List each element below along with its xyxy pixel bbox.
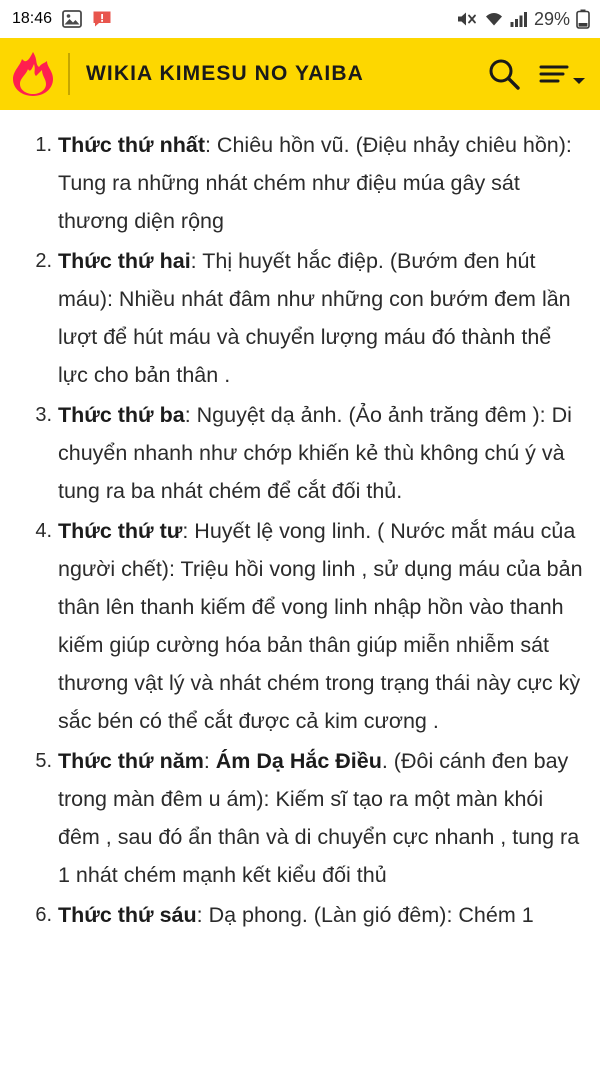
list-item-title: Thức thứ sáu <box>58 903 197 927</box>
list-item-body-bold: Ám Dạ Hắc Điều <box>215 749 382 773</box>
signal-icon <box>510 10 528 28</box>
list-item <box>14 242 586 394</box>
chevron-down-icon[interactable] <box>572 76 586 86</box>
list-item-separator: : <box>203 749 216 773</box>
battery-percent-label: 29% <box>533 8 570 29</box>
list-item-title: Thức thứ hai <box>58 249 191 273</box>
list-item-title: Thức thứ nhất <box>58 133 205 157</box>
list-item <box>14 742 586 894</box>
battery-icon <box>576 9 590 29</box>
status-time: 18:46 <box>12 10 53 27</box>
list-item <box>14 512 586 740</box>
status-bar-right <box>456 9 590 30</box>
list-item <box>14 126 586 240</box>
status-bar <box>0 0 600 38</box>
message-alert-icon <box>92 10 112 28</box>
fandom-flame-logo-icon[interactable] <box>10 51 56 97</box>
wifi-icon <box>484 10 504 28</box>
hamburger-menu-icon[interactable] <box>539 62 586 86</box>
list-item <box>14 396 586 510</box>
mute-icon <box>456 10 478 28</box>
header-actions <box>487 57 586 91</box>
header-divider <box>68 53 70 95</box>
image-icon <box>62 10 82 28</box>
list-item-body: : Thị huyết hắc điệp. (Bướm đen hút máu): Nhiều nhát đâm như những con bướm đem lần lượt để hút máu và chuyển lượng máu đó thành thể lực cho bản thân . <box>58 249 571 387</box>
list-item-body: : Chiêu hồn vũ. (Điệu nhảy chiêu hồn): Tung ra những nhát chém như điệu múa gây sát thương diện rộng <box>58 133 572 233</box>
search-icon[interactable] <box>487 57 521 91</box>
article-content <box>0 110 600 1067</box>
list-item-title: Thức thứ ba <box>58 403 185 427</box>
app-header <box>0 38 600 110</box>
list-item-body: : Huyết lệ vong linh. ( Nước mắt máu của người chết): Triệu hồi vong linh , sử dụng máu của bản thân lên thanh kiếm để vong linh nhập hồn vào thanh kiếm giúp cường hóa bản thân giúp miễn nhiễm sát thương vật lý và nhát chém trong trạng thái này cực kỳ sắc bén có thể cắt được cả kim cương . <box>58 519 583 733</box>
page-title: WIKIA KIMESU NO YAIBA <box>86 62 364 85</box>
list-item-body: : Nguyệt dạ ảnh. (Ảo ảnh trăng đêm ): Di chuyển nhanh như chớp khiến kẻ thù không chú ý và tung ra ba nhát chém để cắt đối thủ. <box>58 403 572 503</box>
list-item-body: . (Đôi cánh đen bay trong màn đêm u ám): Kiếm sĩ tạo ra một màn khói đêm , sau đó ẩn thân và di chuyển cực nhanh , tung ra 1 nhát chém mạnh kết kiểu đối thủ <box>58 749 580 887</box>
list-item-body: : Dạ phong. (Làn gió đêm): Chém 1 <box>196 903 534 927</box>
list-item-title: Thức thứ tư <box>58 519 183 543</box>
status-bar-left <box>12 10 112 28</box>
list-item-title: Thức thứ năm <box>58 749 204 773</box>
technique-list <box>14 126 586 934</box>
list-item <box>14 896 586 934</box>
